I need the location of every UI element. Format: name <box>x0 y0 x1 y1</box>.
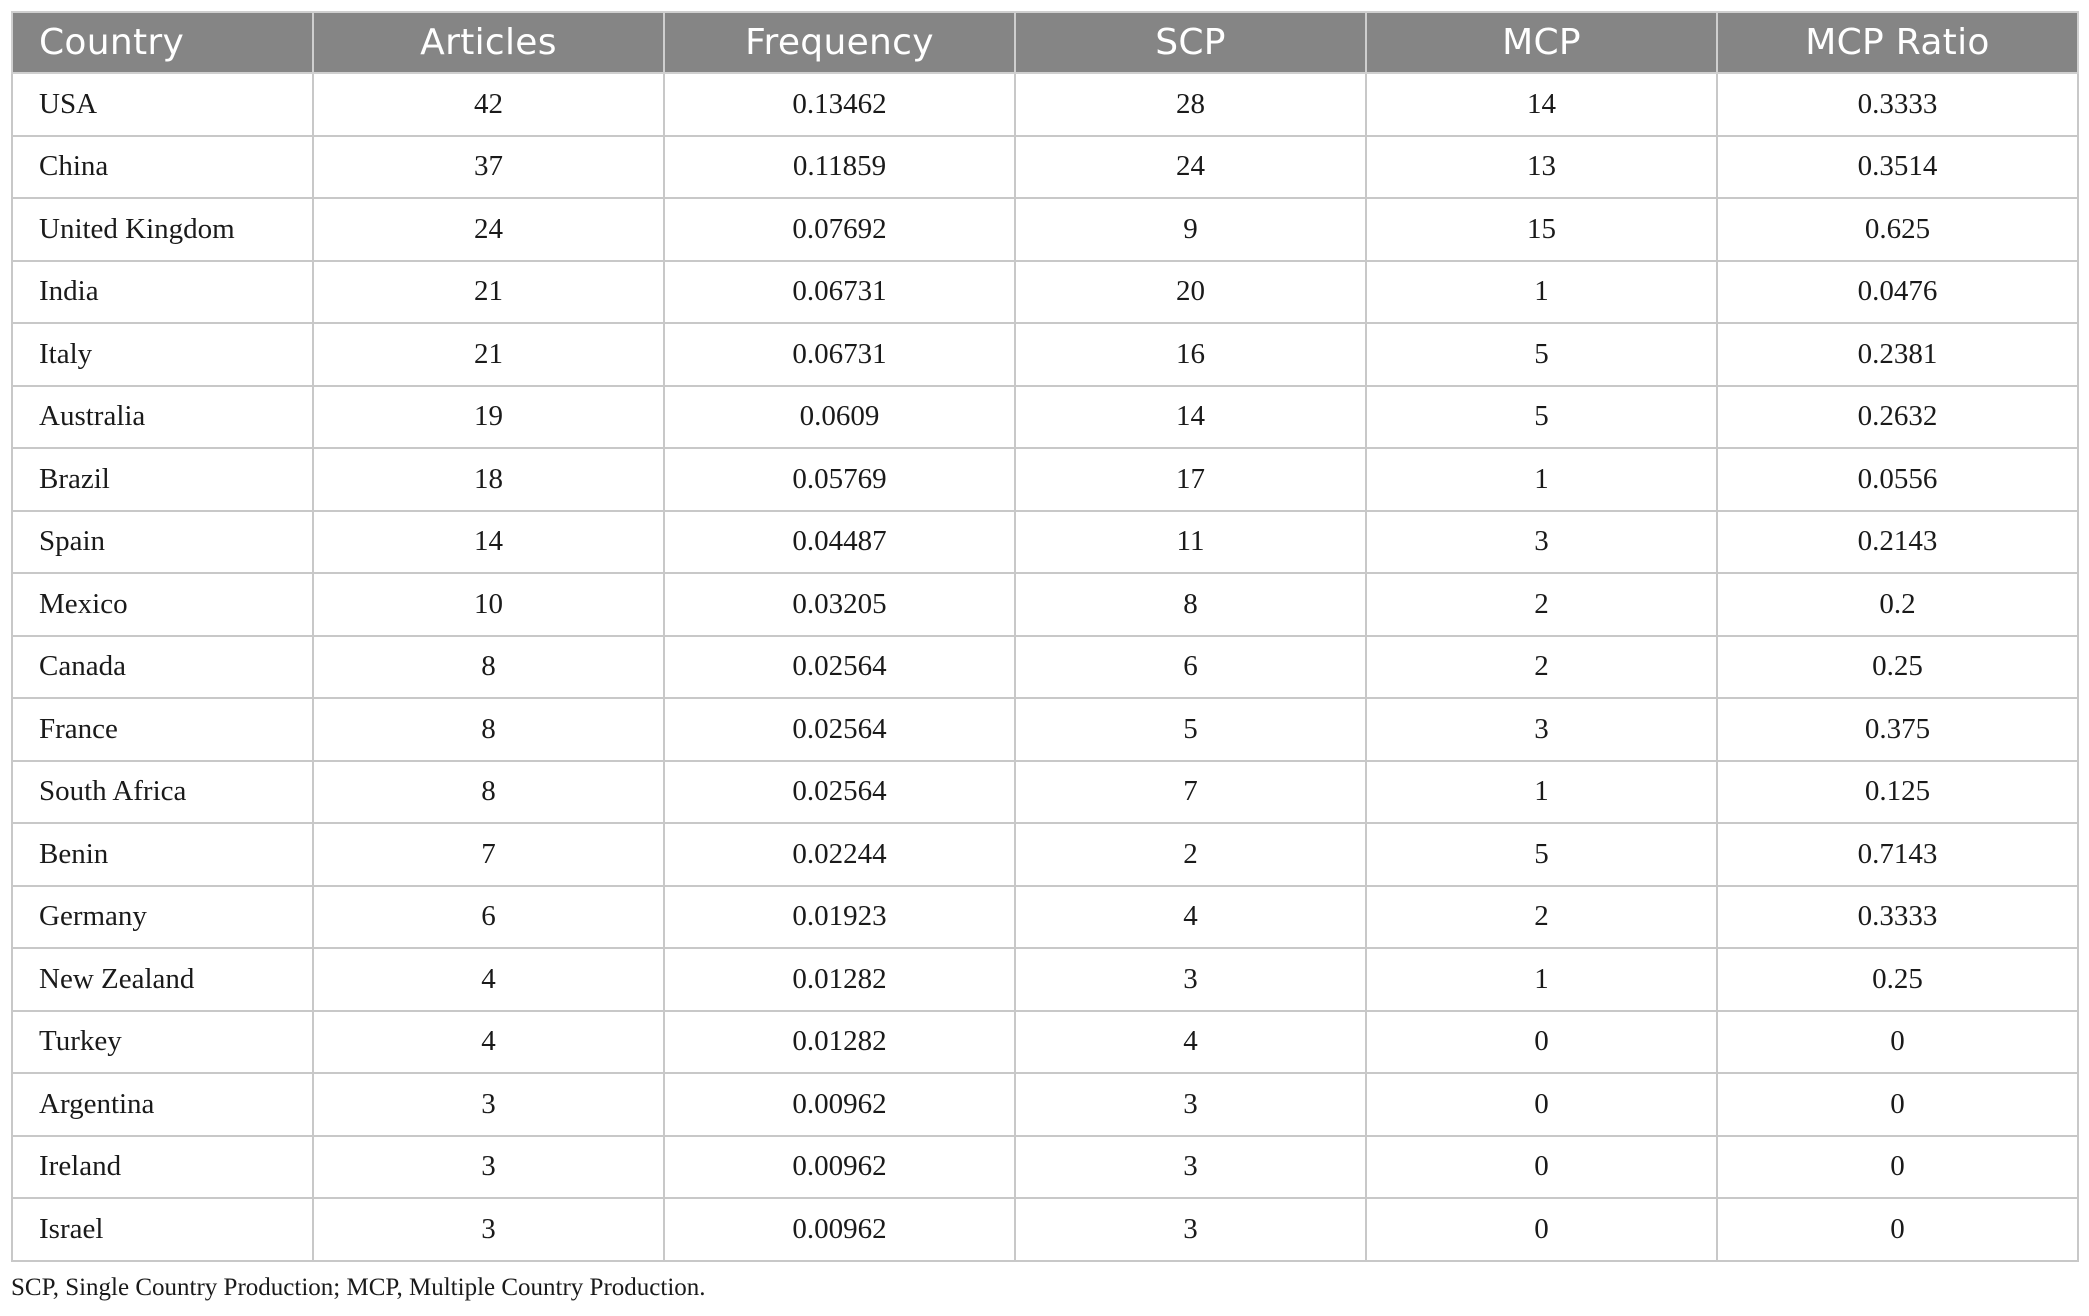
table-row <box>12 323 2078 386</box>
cell-country: Israel <box>12 1198 313 1261</box>
cell-mcp-ratio: 0 <box>1717 1073 2078 1136</box>
cell-mcp: 1 <box>1366 448 1717 511</box>
cell-mcp-ratio: 0.0556 <box>1717 448 2078 511</box>
cell-scp: 24 <box>1015 136 1366 199</box>
cell-country: Brazil <box>12 448 313 511</box>
cell-frequency: 0.01923 <box>664 886 1015 949</box>
cell-mcp: 13 <box>1366 136 1717 199</box>
cell-articles: 19 <box>313 386 664 449</box>
cell-frequency: 0.13462 <box>664 73 1015 136</box>
table-row <box>12 511 2078 574</box>
cell-mcp: 2 <box>1366 886 1717 949</box>
cell-scp: 20 <box>1015 261 1366 324</box>
cell-articles: 3 <box>313 1073 664 1136</box>
cell-mcp-ratio: 0 <box>1717 1198 2078 1261</box>
cell-frequency: 0.02244 <box>664 823 1015 886</box>
cell-country: United Kingdom <box>12 198 313 261</box>
cell-frequency: 0.02564 <box>664 761 1015 824</box>
cell-frequency: 0.00962 <box>664 1198 1015 1261</box>
cell-frequency: 0.11859 <box>664 136 1015 199</box>
cell-mcp: 0 <box>1366 1198 1717 1261</box>
cell-articles: 8 <box>313 698 664 761</box>
cell-mcp-ratio: 0.3514 <box>1717 136 2078 199</box>
cell-mcp: 1 <box>1366 261 1717 324</box>
cell-frequency: 0.00962 <box>664 1136 1015 1199</box>
header-country: Country <box>12 12 313 73</box>
table-row <box>12 761 2078 824</box>
cell-country: Italy <box>12 323 313 386</box>
cell-articles: 14 <box>313 511 664 574</box>
cell-frequency: 0.07692 <box>664 198 1015 261</box>
cell-country: USA <box>12 73 313 136</box>
header-articles: Articles <box>313 12 664 73</box>
cell-frequency: 0.02564 <box>664 636 1015 699</box>
cell-frequency: 0.00962 <box>664 1073 1015 1136</box>
cell-mcp-ratio: 0.375 <box>1717 698 2078 761</box>
cell-articles: 21 <box>313 323 664 386</box>
cell-scp: 28 <box>1015 73 1366 136</box>
cell-frequency: 0.06731 <box>664 261 1015 324</box>
cell-scp: 16 <box>1015 323 1366 386</box>
country-production-table <box>11 11 2079 1262</box>
cell-mcp: 0 <box>1366 1073 1717 1136</box>
cell-mcp-ratio: 0.2 <box>1717 573 2078 636</box>
cell-scp: 3 <box>1015 948 1366 1011</box>
table-row <box>12 73 2078 136</box>
cell-scp: 9 <box>1015 198 1366 261</box>
cell-mcp-ratio: 0.3333 <box>1717 73 2078 136</box>
cell-articles: 21 <box>313 261 664 324</box>
cell-country: Ireland <box>12 1136 313 1199</box>
header-row <box>12 12 2078 73</box>
cell-scp: 14 <box>1015 386 1366 449</box>
cell-country: China <box>12 136 313 199</box>
cell-mcp-ratio: 0.3333 <box>1717 886 2078 949</box>
cell-scp: 3 <box>1015 1198 1366 1261</box>
cell-mcp-ratio: 0.2381 <box>1717 323 2078 386</box>
table-row <box>12 823 2078 886</box>
cell-articles: 42 <box>313 73 664 136</box>
cell-articles: 24 <box>313 198 664 261</box>
cell-scp: 3 <box>1015 1073 1366 1136</box>
cell-mcp-ratio: 0.25 <box>1717 948 2078 1011</box>
cell-mcp-ratio: 0.2143 <box>1717 511 2078 574</box>
cell-country: Australia <box>12 386 313 449</box>
cell-mcp-ratio: 0.0476 <box>1717 261 2078 324</box>
cell-country: Turkey <box>12 1011 313 1074</box>
header-frequency: Frequency <box>664 12 1015 73</box>
cell-mcp: 14 <box>1366 73 1717 136</box>
cell-mcp: 1 <box>1366 948 1717 1011</box>
cell-country: Canada <box>12 636 313 699</box>
table-row <box>12 573 2078 636</box>
cell-articles: 4 <box>313 1011 664 1074</box>
cell-mcp-ratio: 0.125 <box>1717 761 2078 824</box>
country-production-table-container <box>11 11 2077 1262</box>
cell-articles: 8 <box>313 636 664 699</box>
cell-country: India <box>12 261 313 324</box>
header-scp: SCP <box>1015 12 1366 73</box>
cell-country: Spain <box>12 511 313 574</box>
table-row <box>12 886 2078 949</box>
cell-scp: 5 <box>1015 698 1366 761</box>
cell-articles: 7 <box>313 823 664 886</box>
table-row <box>12 1011 2078 1074</box>
cell-mcp: 1 <box>1366 761 1717 824</box>
table-row <box>12 136 2078 199</box>
header-mcp: MCP <box>1366 12 1717 73</box>
cell-mcp: 15 <box>1366 198 1717 261</box>
cell-mcp: 5 <box>1366 323 1717 386</box>
cell-country: South Africa <box>12 761 313 824</box>
cell-country: Benin <box>12 823 313 886</box>
cell-articles: 37 <box>313 136 664 199</box>
cell-frequency: 0.04487 <box>664 511 1015 574</box>
cell-mcp: 2 <box>1366 636 1717 699</box>
table-row <box>12 1198 2078 1261</box>
cell-articles: 3 <box>313 1198 664 1261</box>
table-row <box>12 386 2078 449</box>
cell-country: Mexico <box>12 573 313 636</box>
table-body <box>12 73 2078 1261</box>
table-row <box>12 636 2078 699</box>
table-row <box>12 1136 2078 1199</box>
cell-country: New Zealand <box>12 948 313 1011</box>
cell-mcp-ratio: 0 <box>1717 1136 2078 1199</box>
table-footnote: SCP, Single Country Production; MCP, Multiple Country Production. <box>11 1274 706 1301</box>
cell-scp: 3 <box>1015 1136 1366 1199</box>
cell-articles: 10 <box>313 573 664 636</box>
cell-scp: 4 <box>1015 1011 1366 1074</box>
cell-mcp: 3 <box>1366 511 1717 574</box>
cell-articles: 8 <box>313 761 664 824</box>
cell-mcp: 3 <box>1366 698 1717 761</box>
table-row <box>12 448 2078 511</box>
cell-frequency: 0.06731 <box>664 323 1015 386</box>
cell-country: France <box>12 698 313 761</box>
cell-mcp-ratio: 0.25 <box>1717 636 2078 699</box>
cell-scp: 7 <box>1015 761 1366 824</box>
table-row <box>12 698 2078 761</box>
cell-mcp-ratio: 0.7143 <box>1717 823 2078 886</box>
cell-scp: 4 <box>1015 886 1366 949</box>
cell-mcp-ratio: 0.625 <box>1717 198 2078 261</box>
cell-mcp: 5 <box>1366 386 1717 449</box>
cell-scp: 11 <box>1015 511 1366 574</box>
cell-frequency: 0.0609 <box>664 386 1015 449</box>
cell-articles: 18 <box>313 448 664 511</box>
cell-scp: 6 <box>1015 636 1366 699</box>
cell-country: Argentina <box>12 1073 313 1136</box>
cell-mcp: 0 <box>1366 1011 1717 1074</box>
cell-scp: 8 <box>1015 573 1366 636</box>
cell-scp: 17 <box>1015 448 1366 511</box>
cell-frequency: 0.05769 <box>664 448 1015 511</box>
cell-mcp: 0 <box>1366 1136 1717 1199</box>
cell-articles: 6 <box>313 886 664 949</box>
cell-frequency: 0.01282 <box>664 1011 1015 1074</box>
cell-scp: 2 <box>1015 823 1366 886</box>
table-row <box>12 261 2078 324</box>
table-row <box>12 1073 2078 1136</box>
cell-mcp-ratio: 0 <box>1717 1011 2078 1074</box>
cell-frequency: 0.01282 <box>664 948 1015 1011</box>
cell-mcp: 5 <box>1366 823 1717 886</box>
cell-country: Germany <box>12 886 313 949</box>
cell-articles: 4 <box>313 948 664 1011</box>
header-mcp-ratio: MCP Ratio <box>1717 12 2078 73</box>
cell-frequency: 0.03205 <box>664 573 1015 636</box>
table-row <box>12 198 2078 261</box>
cell-articles: 3 <box>313 1136 664 1199</box>
cell-mcp-ratio: 0.2632 <box>1717 386 2078 449</box>
cell-frequency: 0.02564 <box>664 698 1015 761</box>
cell-mcp: 2 <box>1366 573 1717 636</box>
table-header <box>12 12 2078 73</box>
table-row <box>12 948 2078 1011</box>
